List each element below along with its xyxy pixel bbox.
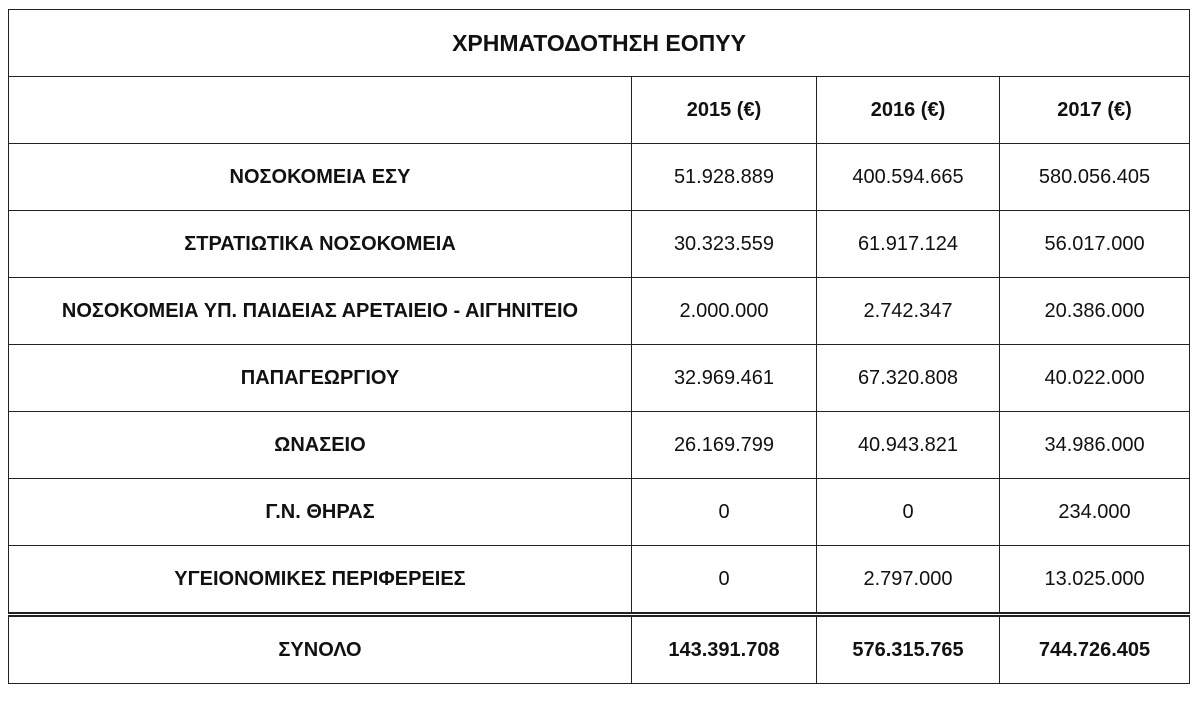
cell-2016: 2.742.347 [817, 278, 1000, 345]
cell-2016: 61.917.124 [817, 211, 1000, 278]
total-row [9, 615, 1190, 684]
header-2015: 2015 (€) [632, 77, 817, 144]
row-label: ΣΤΡΑΤΙΩΤΙΚΑ ΝΟΣΟΚΟΜΕΙΑ [9, 211, 632, 278]
cell-2017: 234.000 [1000, 479, 1190, 546]
cell-2016: 400.594.665 [817, 144, 1000, 211]
table-row [9, 211, 1190, 278]
cell-2015: 32.969.461 [632, 345, 817, 412]
row-label: ΝΟΣΟΚΟΜΕΙΑ ΕΣΥ [9, 144, 632, 211]
row-label: ΥΓΕΙΟΝΟΜΙΚΕΣ ΠΕΡΙΦΕΡΕΙΕΣ [9, 546, 632, 615]
cell-2015: 2.000.000 [632, 278, 817, 345]
row-label: ΠΑΠΑΓΕΩΡΓΙΟΥ [9, 345, 632, 412]
table-row [9, 144, 1190, 211]
table-row [9, 546, 1190, 615]
header-blank [9, 77, 632, 144]
cell-2015: 51.928.889 [632, 144, 817, 211]
cell-2016: 40.943.821 [817, 412, 1000, 479]
cell-2017: 40.022.000 [1000, 345, 1190, 412]
total-2015: 143.391.708 [632, 615, 817, 684]
cell-2015: 30.323.559 [632, 211, 817, 278]
total-label: ΣΥΝΟΛΟ [9, 615, 632, 684]
cell-2015: 26.169.799 [632, 412, 817, 479]
header-2016: 2016 (€) [817, 77, 1000, 144]
cell-2016: 0 [817, 479, 1000, 546]
header-2017: 2017 (€) [1000, 77, 1190, 144]
total-2016: 576.315.765 [817, 615, 1000, 684]
cell-2016: 2.797.000 [817, 546, 1000, 615]
cell-2017: 13.025.000 [1000, 546, 1190, 615]
table-row [9, 412, 1190, 479]
header-row [9, 77, 1190, 144]
funding-table [8, 9, 1190, 684]
cell-2017: 56.017.000 [1000, 211, 1190, 278]
table-row [9, 479, 1190, 546]
row-label: Γ.Ν. ΘΗΡΑΣ [9, 479, 632, 546]
cell-2015: 0 [632, 479, 817, 546]
table-row [9, 345, 1190, 412]
table-title: ΧΡΗΜΑΤΟΔΟΤΗΣΗ ΕΟΠΥΥ [9, 10, 1190, 77]
cell-2017: 34.986.000 [1000, 412, 1190, 479]
row-label: ΝΟΣΟΚΟΜΕΙΑ ΥΠ. ΠΑΙΔΕΙΑΣ ΑΡΕΤΑΙΕΙΟ - ΑΙΓΗΝΙΤΕΙΟ [9, 278, 632, 345]
total-2017: 744.726.405 [1000, 615, 1190, 684]
cell-2017: 20.386.000 [1000, 278, 1190, 345]
cell-2015: 0 [632, 546, 817, 615]
cell-2017: 580.056.405 [1000, 144, 1190, 211]
table-title-row [9, 10, 1190, 77]
row-label: ΩΝΑΣΕΙΟ [9, 412, 632, 479]
table-row [9, 278, 1190, 345]
cell-2016: 67.320.808 [817, 345, 1000, 412]
